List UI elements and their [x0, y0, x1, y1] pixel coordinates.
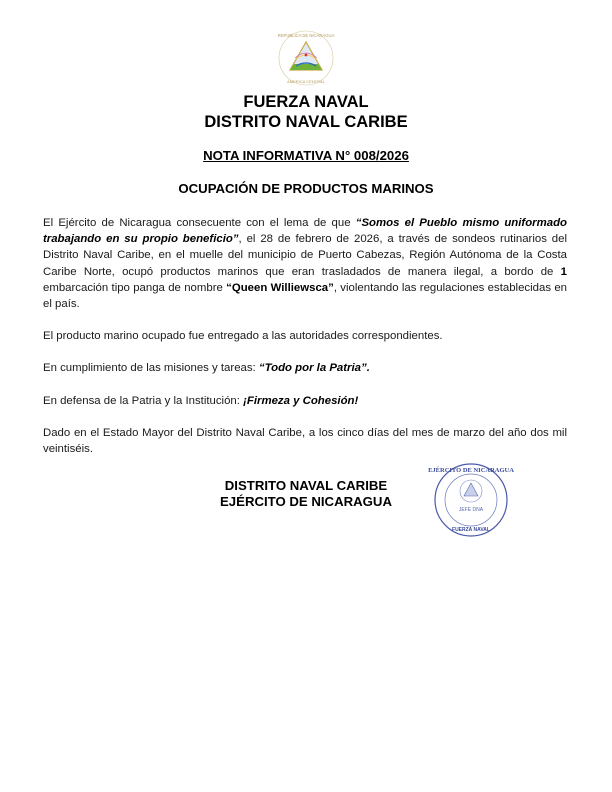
svg-text:AMERICA CENTRAL: AMERICA CENTRAL [287, 79, 325, 84]
paragraph-delivery: El producto marino ocupado fue entregado a las autoridades correspondientes. [43, 330, 443, 342]
paragraph-defense [43, 393, 567, 409]
p1-text-a: El Ejército de Nicaragua consecuente con el lema de que [43, 217, 356, 229]
p1-vessel-name: “Queen Williewsca” [226, 281, 334, 294]
svg-text:FUERZA NAVAL: FUERZA NAVAL [452, 527, 490, 533]
document-number: NOTA INFORMATIVA N° 008/2026 [203, 148, 409, 163]
svg-text:JEFE DNA: JEFE DNA [458, 507, 484, 513]
district-title: DISTRITO NAVAL CARIBE [204, 113, 408, 131]
p3-text: En cumplimiento de las misiones y tareas: [43, 362, 259, 374]
paragraph-date: Dado en el Estado Mayor del Distrito Naval Caribe, a los cinco días del mes de marzo del año dos mil veintiséis. [43, 427, 567, 456]
p1-text-d: , violentando las regulaciones establecidas en el país. [43, 281, 567, 311]
p3-motto: “Todo por la Patria”. [258, 362, 370, 374]
paragraph-mission [43, 360, 567, 376]
institution-title: FUERZA NAVAL [243, 93, 369, 111]
document-subject: OCUPACIÓN DE PRODUCTOS MARINOS [178, 181, 434, 196]
signature-line2: EJÉRCITO DE NICARAGUA [220, 494, 392, 509]
paragraph-main [43, 215, 567, 312]
p1-text-c: embarcación tipo panga de nombre [43, 281, 227, 294]
p1-text-b: , el 28 de febrero de 2026, a través de sondeos rutinarios del Distrito Naval Caribe, en el muelle del municipio de Puerto Cabezas, Región Autónoma de la Costa Caribe Norte, ocupó productos marinos que eran trasladados de manera ilegal, a bordo de [43, 233, 567, 278]
official-seal-icon [426, 461, 516, 539]
nicaragua-coat-of-arms-icon [268, 28, 344, 88]
signature-line1: DISTRITO NAVAL CARIBE [224, 478, 388, 493]
p4-text: En defensa de la Patria y la Institución: [43, 395, 244, 407]
p1-count: 1 [560, 265, 567, 278]
svg-text:REPUBLICA DE NICARAGUA: REPUBLICA DE NICARAGUA [277, 33, 335, 38]
signature-block [200, 478, 412, 510]
p4-motto: ¡Firmeza y Cohesión! [243, 395, 359, 407]
svg-text:EJÉRCITO DE NICARAGUA: EJÉRCITO DE NICARAGUA [428, 467, 514, 474]
p1-motto: “Somos el Pueblo mismo uniformado trabajando en su propio beneficio” [43, 217, 567, 246]
